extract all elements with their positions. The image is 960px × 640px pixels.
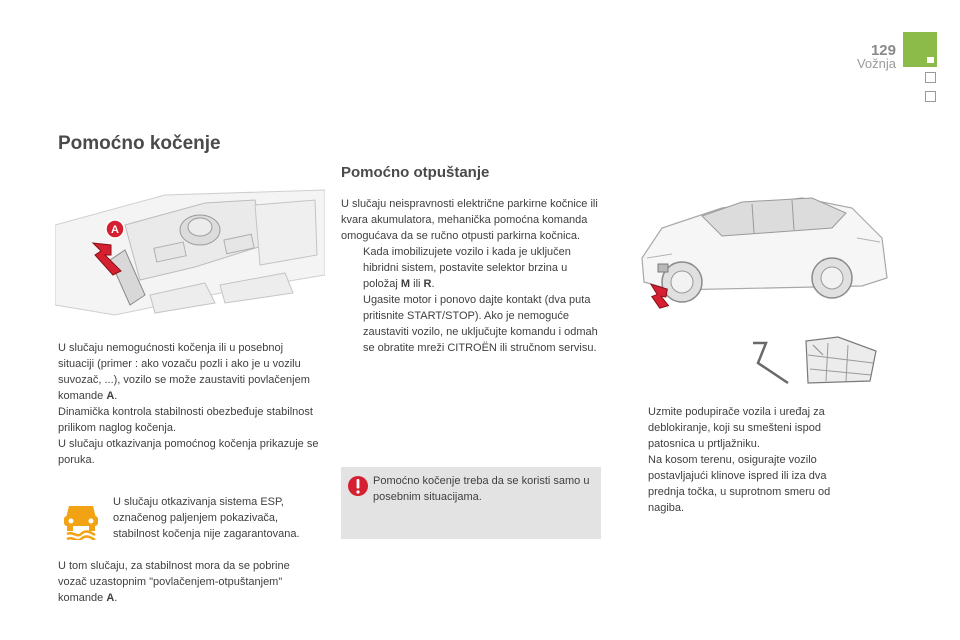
- console-illustration: [55, 185, 325, 325]
- tool-drawing: [748, 335, 883, 390]
- left-column: [58, 340, 320, 468]
- paragraph: U slučaju otkazivanja pomoćnog kočenja prikazuje se poruka.: [58, 438, 319, 466]
- bullet-item: Ugasite motor i ponovo dajte kontakt (dva puta pritisnite START/STOP). Ako je nemoguće zaustaviti vozilo, ne uključujte komandu i odmah se obratite mreži CITROËN ili stručnom servisu.: [341, 292, 603, 356]
- page-number: 129: [870, 42, 896, 59]
- paragraph-esp-followup: U tom slučaju, za stabilnost mora da se pobrine vozač uzastopnim "povlačenjem-otpuštanjem" komande A.: [58, 560, 290, 604]
- esp-note: U slučaju otkazivanja sistema ESP, označenog paljenjem pokazivača, stabilnost kočenja nije zagarantovana.: [113, 496, 300, 540]
- middle-column: [341, 196, 603, 356]
- paragraph: U slučaju nemogućnosti kočenja ili u posebnoj situaciji (primer : ako vozaču pozli i ako je u vozilu suvozač, ...), vozilo se može zaustaviti povlačenjem komande A.: [58, 342, 310, 402]
- section-tab-empty: [925, 72, 936, 83]
- bullet-item: Uzmite podupirače vozila i uređaj za deblokiranje, koji su smešteni ispod patosnica u prtljažniku.: [626, 404, 866, 452]
- tool-illustration: [748, 335, 883, 390]
- section-tab-active: [903, 32, 937, 67]
- paragraph: Dinamička kontrola stabilnosti obezbeđuje stabilnost prilikom naglog kočenja.: [58, 406, 313, 434]
- console-drawing: [55, 185, 325, 325]
- warning-box: [341, 467, 601, 539]
- bullet-marker: [341, 292, 363, 356]
- bullet-marker: [626, 404, 648, 452]
- bullet-item: Na kosom terenu, osigurajte vozilo postavljajući klinove ispred ili iza dva prednja točka, u suprotnom smeru od nagiba.: [626, 452, 866, 516]
- section-tab-empty: [925, 91, 936, 102]
- bullet-marker: [626, 452, 648, 516]
- esp-warning-icon: [63, 500, 99, 540]
- section-subtitle: Pomoćno otpuštanje: [341, 164, 490, 181]
- warning-text: Pomoćno kočenje treba da se koristi samo u posebnim situacijama.: [373, 475, 590, 503]
- bullet-item: Kada imobilizujete vozilo i kada je uključen hibridni sistem, postavite selektor brzina u položaj M ili R.: [341, 244, 603, 292]
- section-title: Vožnja: [856, 56, 896, 71]
- warning-icon: [347, 475, 369, 497]
- tab-dot: [927, 57, 934, 63]
- page-title: Pomoćno kočenje: [58, 133, 221, 154]
- bullet-marker: [341, 244, 363, 292]
- right-column: [626, 404, 866, 516]
- intro-paragraph: U slučaju neispravnosti električne parkirne kočnice ili kvara akumulatora, mehanička pomoćna komanda omogućava da se ručno otpusti parkirna kočnica.: [341, 198, 598, 242]
- callout-label: A: [111, 224, 119, 236]
- car-drawing: [632, 178, 892, 313]
- car-illustration: [632, 178, 892, 313]
